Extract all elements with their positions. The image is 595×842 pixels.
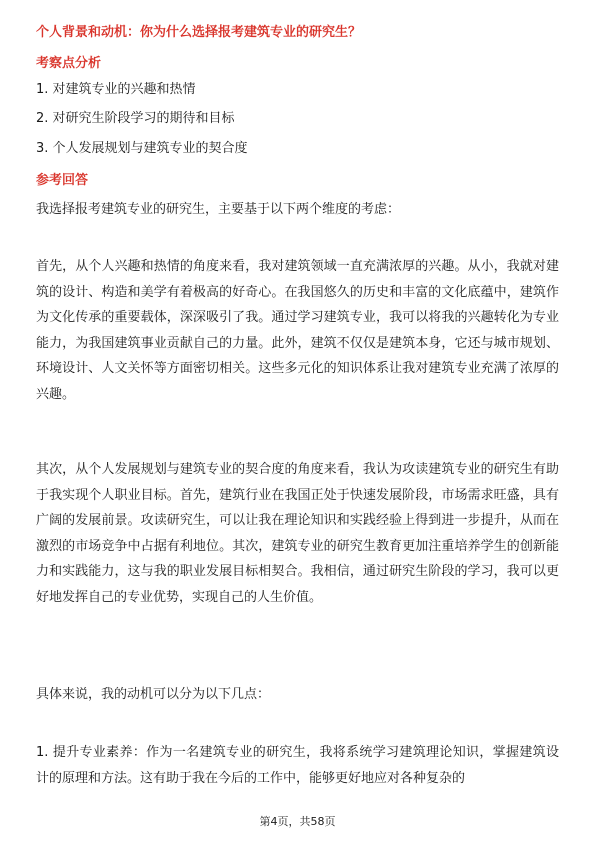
analysis-item: 1. 对建筑专业的兴趣和热情	[36, 82, 196, 97]
answer-intro: 我选择报考建筑专业的研究生，主要基于以下两个维度的考虑：	[36, 202, 401, 217]
analysis-heading: 考察点分析	[36, 56, 102, 71]
answer-paragraph-2: 其次，从个人发展规划与建筑专业的契合度的角度来看，我认为攻读建筑专业的研究生有助于我实现个人职业目标。首先，建筑行业在我国正处于快速发展阶段，市场需求旺盛，具有广阔的发展前景。攻读研究生，可以让我在理论知识和实践经验上得到进一步提升，从而在激烈的市场竞争中占据有利地位。其次，建筑专业的研究生教育更加注重培养学生的创新能力和实践能力，这与我的职业发展目标相契合。我相信，通过研究生阶段的学习，我可以更好地发挥自己的专业优势，实现自己的人生价值。	[36, 462, 559, 605]
analysis-item: 3. 个人发展规划与建筑专业的契合度	[36, 141, 248, 156]
answer-paragraph-4: 1. 提升专业素养：作为一名建筑专业的研究生，我将系统学习建筑理论知识，掌握建筑设计的原理和方法。这有助于我在今后的工作中，能够更好地应对各种复杂的	[36, 745, 559, 786]
answer-heading: 参考回答	[36, 173, 89, 188]
answer-paragraph-3: 具体来说，我的动机可以分为以下几点：	[36, 687, 271, 702]
analysis-item: 2. 对研究生阶段学习的期待和目标	[36, 111, 235, 126]
page-title: 个人背景和动机：你为什么选择报考建筑专业的研究生？	[36, 25, 362, 40]
page-footer: 第4页，共58页	[259, 815, 336, 828]
answer-paragraph-1: 首先，从个人兴趣和热情的角度来看，我对建筑领域一直充满浓厚的兴趣。从小，我就对建筑的设计、构造和美学有着极高的好奇心。在我国悠久的历史和丰富的文化底蕴中，建筑作为文化传承的重要载体，深深吸引了我。通过学习建筑专业，我可以将我的兴趣转化为专业能力，为我国建筑事业贡献自己的力量。此外，建筑不仅仅是建筑本身，它还与城市规划、环境设计、人文关怀等方面密切相关。这些多元化的知识体系让我对建筑专业充满了浓厚的兴趣。	[36, 259, 559, 402]
